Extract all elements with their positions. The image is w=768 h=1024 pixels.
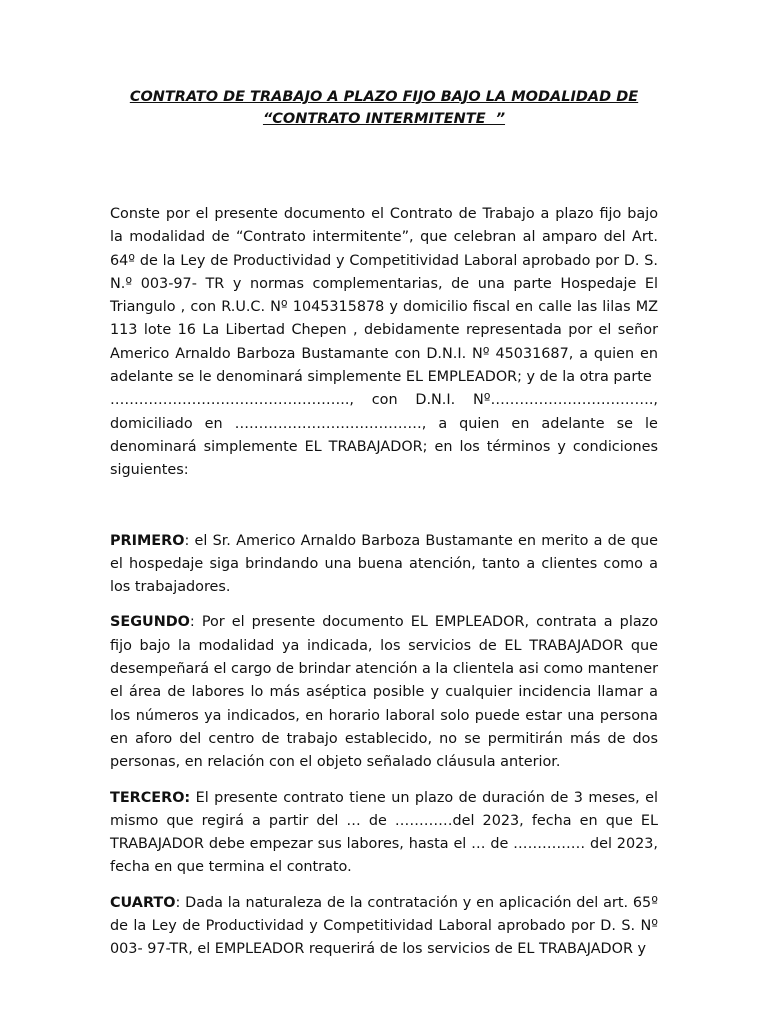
title-line-2: “CONTRATO INTERMITENTE ” xyxy=(262,111,506,127)
clause-text: : Dada la naturaleza de la contratación y en aplicación del art. 65º de la Ley de Productividad y Competitividad Laboral aprobado por D. S. Nº 003- 97-TR, el EMPLEADOR requerirá de los servicios de EL TRABAJADOR y xyxy=(110,894,658,958)
word: a xyxy=(438,415,448,432)
word: en xyxy=(511,415,530,432)
document-title xyxy=(0,86,768,130)
clause-tercero xyxy=(110,787,658,880)
clause-primero xyxy=(110,530,658,600)
intro-paragraph xyxy=(110,203,658,483)
intro-text: Conste por el presente documento el Contrato de Trabajo a plazo fijo bajo la modalidad de “Contrato intermitente”, que celebran al amparo del Art. 64º de la Ley de Productividad y Competitividad Laboral aprobado por D. S. N.º 003-97- TR y normas complementarias, de una parte Hospedaje El Triangulo , con R.U.C. Nº 1045315878 y domicilio fiscal en calle las lilas MZ 113 lote 16 La Libertad Chepen , debidamente representada por el señor Americo Arnaldo Barboza Bustamante con D.N.I. Nº 45031687, a quien en adelante se le denominará simplemente EL EMPLEADOR; y de la otra parte xyxy=(110,206,658,386)
clause-text: : el Sr. Americo Arnaldo Barboza Bustamante en merito a de que el hospedaje siga brindando una buena atención, tanto a clientes como a los trabajadores. xyxy=(110,532,658,596)
word: le xyxy=(645,415,658,432)
intro-blank-line-2 xyxy=(110,413,658,436)
word: en xyxy=(204,415,223,432)
intro-end-text: denominará simplemente EL TRABAJADOR; en los términos y condiciones siguientes: xyxy=(110,438,658,479)
clause-heading: TERCERO: xyxy=(110,789,191,806)
clause-heading: SEGUNDO xyxy=(110,614,190,631)
blank-name: ………………………………………….., xyxy=(110,392,354,409)
word: con xyxy=(371,392,398,409)
word: se xyxy=(616,415,634,432)
word: domiciliado xyxy=(110,415,193,432)
intro-blank-line-1 xyxy=(110,389,658,412)
clause-heading: PRIMERO xyxy=(110,532,185,549)
clause-heading: CUARTO xyxy=(110,894,176,911)
clause-cuarto xyxy=(110,892,658,962)
clause-text: : Por el presente documento EL EMPLEADOR, contrata a plazo fijo bajo la modalidad ya indicada, los servicios de EL TRABAJADOR que desempeñará el cargo de brindar atención a la clientela asi como mantener el área de labores lo más aséptica posible y cualquier incidencia llamar a los números ya indicados, en horario laboral solo puede estar una persona en aforo del centro de trabajo establecido, no se permitirán más de dos personas, en relación con el objeto señalado cláusula anterior. xyxy=(110,614,658,771)
word: quien xyxy=(459,415,500,432)
word: adelante xyxy=(541,415,605,432)
blank-dni: Nº……………………………., xyxy=(473,392,658,409)
document-body xyxy=(110,203,658,974)
blank-address: …………………………………, xyxy=(234,415,427,432)
clause-segundo xyxy=(110,611,658,774)
clause-text: El presente contrato tiene un plazo de duración de 3 meses, el mismo que regirá a partir del … de …………del 2023, fecha en que EL TRABAJADOR debe empezar sus labores, hasta el … de …………… del 2023, fecha en que termina el contrato. xyxy=(110,789,658,876)
word: D.N.I. xyxy=(415,392,456,409)
title-line-1: CONTRATO DE TRABAJO A PLAZO FIJO BAJO LA MODALIDAD DE xyxy=(129,89,639,105)
